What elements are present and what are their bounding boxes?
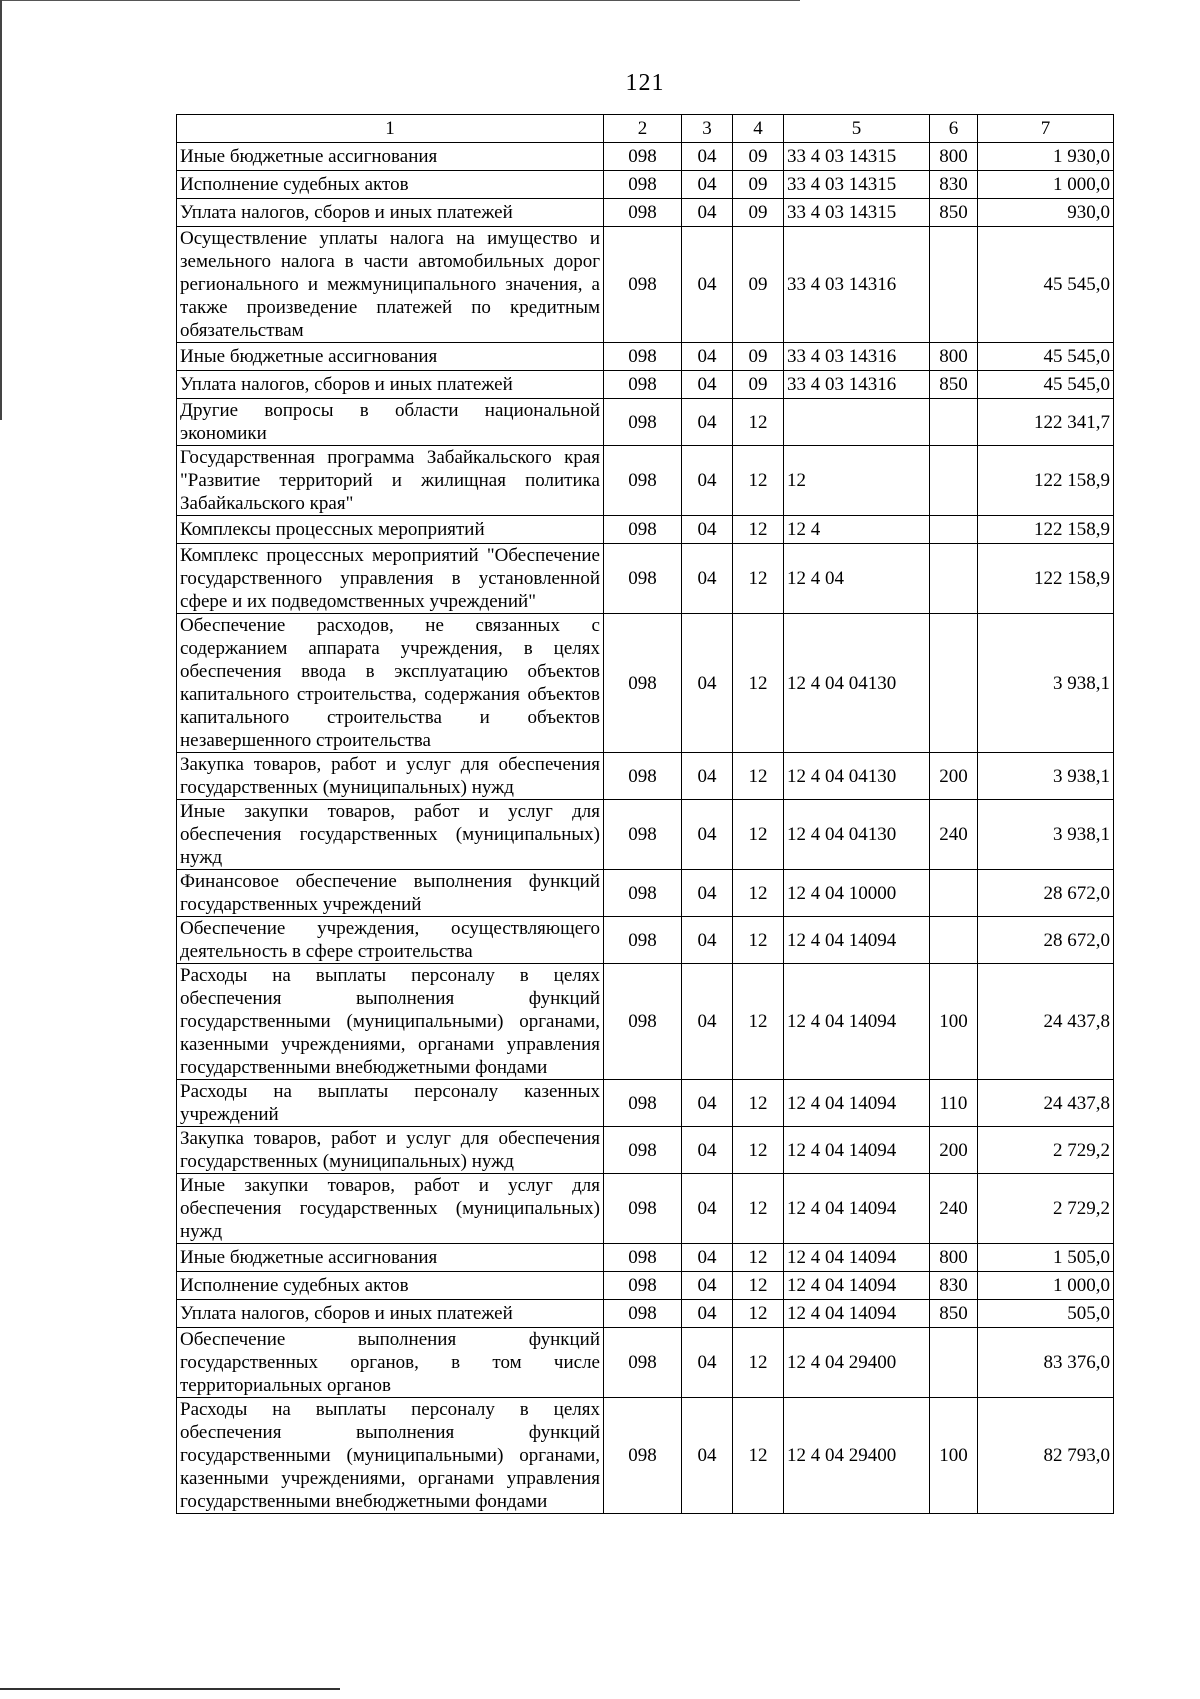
ministry-code-cell: 098 xyxy=(604,1328,682,1398)
expense-type-cell: 100 xyxy=(930,1398,978,1514)
amount-cell: 24 437,8 xyxy=(978,1080,1114,1127)
amount-cell: 122 158,9 xyxy=(978,516,1114,544)
item-name-cell: Исполнение судебных актов xyxy=(177,1272,604,1300)
section-code-cell: 04 xyxy=(682,171,733,199)
table-row xyxy=(177,870,1114,917)
item-name-cell: Иные бюджетные ассигнования xyxy=(177,143,604,171)
item-name-cell: Иные бюджетные ассигнования xyxy=(177,1244,604,1272)
table-row xyxy=(177,171,1114,199)
item-name-cell: Комплексы процессных мероприятий xyxy=(177,516,604,544)
amount-cell: 1 000,0 xyxy=(978,1272,1114,1300)
amount-cell: 82 793,0 xyxy=(978,1398,1114,1514)
subsection-code-cell: 12 xyxy=(733,753,784,800)
ministry-code-cell: 098 xyxy=(604,199,682,227)
table-row xyxy=(177,1244,1114,1272)
ministry-code-cell: 098 xyxy=(604,516,682,544)
amount-cell: 83 376,0 xyxy=(978,1328,1114,1398)
ministry-code-cell: 098 xyxy=(604,870,682,917)
item-name-cell: Обеспечение расходов, не связанных с содержанием аппарата учреждения, в целях обеспечения ввода в эксплуатацию объектов капитального строительства, содержания объектов капитального строительства и объектов незавершенного строительства xyxy=(177,614,604,753)
item-name-cell: Другие вопросы в области национальной экономики xyxy=(177,399,604,446)
section-code-cell: 04 xyxy=(682,1127,733,1174)
item-name-cell: Финансовое обеспечение выполнения функций государственных учреждений xyxy=(177,870,604,917)
section-code-cell: 04 xyxy=(682,227,733,343)
expense-type-cell: 850 xyxy=(930,199,978,227)
section-code-cell: 04 xyxy=(682,199,733,227)
table-row xyxy=(177,753,1114,800)
section-code-cell: 04 xyxy=(682,1272,733,1300)
header-row xyxy=(177,115,1114,143)
target-article-cell: 12 4 04 29400 xyxy=(784,1328,930,1398)
ministry-code-cell: 098 xyxy=(604,1174,682,1244)
amount-cell: 930,0 xyxy=(978,199,1114,227)
expense-type-cell xyxy=(930,516,978,544)
header-cell-4: 4 xyxy=(733,115,784,143)
target-article-cell: 12 4 04 04130 xyxy=(784,614,930,753)
section-code-cell: 04 xyxy=(682,1244,733,1272)
subsection-code-cell: 12 xyxy=(733,446,784,516)
target-article-cell: 33 4 03 14315 xyxy=(784,143,930,171)
section-code-cell: 04 xyxy=(682,544,733,614)
table-body xyxy=(177,143,1114,1514)
item-name-cell: Расходы на выплаты персоналу в целях обеспечения выполнения функций государственными (муниципальными) органами, казенными учреждениями, органами управления государственными внебюджетными фондами xyxy=(177,964,604,1080)
item-name-cell: Расходы на выплаты персоналу в целях обеспечения выполнения функций государственными (муниципальными) органами, казенными учреждениями, органами управления государственными внебюджетными фондами xyxy=(177,1398,604,1514)
page-number: 121 xyxy=(625,70,665,96)
ministry-code-cell: 098 xyxy=(604,1080,682,1127)
target-article-cell: 12 4 04 14094 xyxy=(784,1127,930,1174)
target-article-cell: 33 4 03 14315 xyxy=(784,199,930,227)
section-code-cell: 04 xyxy=(682,1300,733,1328)
expense-type-cell: 800 xyxy=(930,343,978,371)
ministry-code-cell: 098 xyxy=(604,227,682,343)
section-code-cell: 04 xyxy=(682,371,733,399)
amount-cell: 3 938,1 xyxy=(978,614,1114,753)
expense-type-cell xyxy=(930,1328,978,1398)
target-article-cell: 12 4 04 14094 xyxy=(784,1300,930,1328)
subsection-code-cell: 12 xyxy=(733,614,784,753)
expense-type-cell xyxy=(930,399,978,446)
item-name-cell: Расходы на выплаты персоналу казенных учреждений xyxy=(177,1080,604,1127)
expense-type-cell: 240 xyxy=(930,800,978,870)
table-row xyxy=(177,1080,1114,1127)
section-code-cell: 04 xyxy=(682,964,733,1080)
scan-edge-left xyxy=(0,0,2,420)
target-article-cell xyxy=(784,399,930,446)
amount-cell: 3 938,1 xyxy=(978,753,1114,800)
table-row xyxy=(177,800,1114,870)
expense-type-cell xyxy=(930,614,978,753)
expense-type-cell: 200 xyxy=(930,753,978,800)
expense-type-cell: 830 xyxy=(930,171,978,199)
item-name-cell: Комплекс процессных мероприятий "Обеспечение государственного управления в установленной сфере и их подведомственных учреждений" xyxy=(177,544,604,614)
target-article-cell: 12 4 04 04130 xyxy=(784,753,930,800)
ministry-code-cell: 098 xyxy=(604,143,682,171)
expense-type-cell: 110 xyxy=(930,1080,978,1127)
amount-cell: 122 158,9 xyxy=(978,544,1114,614)
ministry-code-cell: 098 xyxy=(604,800,682,870)
section-code-cell: 04 xyxy=(682,870,733,917)
expense-type-cell xyxy=(930,446,978,516)
table-row xyxy=(177,371,1114,399)
item-name-cell: Государственная программа Забайкальского края "Развитие территорий и жилищная политика Забайкальского края" xyxy=(177,446,604,516)
target-article-cell: 12 4 04 04130 xyxy=(784,800,930,870)
item-name-cell: Иные закупки товаров, работ и услуг для обеспечения государственных (муниципальных) нужд xyxy=(177,800,604,870)
ministry-code-cell: 098 xyxy=(604,614,682,753)
scan-edge-top xyxy=(0,0,800,1)
amount-cell: 45 545,0 xyxy=(978,343,1114,371)
item-name-cell: Уплата налогов, сборов и иных платежей xyxy=(177,199,604,227)
amount-cell: 2 729,2 xyxy=(978,1174,1114,1244)
ministry-code-cell: 098 xyxy=(604,917,682,964)
section-code-cell: 04 xyxy=(682,753,733,800)
target-article-cell: 12 4 04 14094 xyxy=(784,1080,930,1127)
table-row xyxy=(177,964,1114,1080)
subsection-code-cell: 12 xyxy=(733,1080,784,1127)
item-name-cell: Уплата налогов, сборов и иных платежей xyxy=(177,371,604,399)
item-name-cell: Иные закупки товаров, работ и услуг для обеспечения государственных (муниципальных) нужд xyxy=(177,1174,604,1244)
subsection-code-cell: 09 xyxy=(733,143,784,171)
budget-table xyxy=(176,114,1114,1514)
subsection-code-cell: 09 xyxy=(733,227,784,343)
target-article-cell: 12 4 04 14094 xyxy=(784,1174,930,1244)
amount-cell: 122 158,9 xyxy=(978,446,1114,516)
expense-type-cell xyxy=(930,917,978,964)
expense-type-cell: 100 xyxy=(930,964,978,1080)
target-article-cell: 12 4 04 10000 xyxy=(784,870,930,917)
ministry-code-cell: 098 xyxy=(604,171,682,199)
ministry-code-cell: 098 xyxy=(604,1244,682,1272)
ministry-code-cell: 098 xyxy=(604,343,682,371)
amount-cell: 1 930,0 xyxy=(978,143,1114,171)
expense-type-cell: 240 xyxy=(930,1174,978,1244)
table-row xyxy=(177,1174,1114,1244)
header-cell-7: 7 xyxy=(978,115,1114,143)
section-code-cell: 04 xyxy=(682,1174,733,1244)
subsection-code-cell: 12 xyxy=(733,516,784,544)
subsection-code-cell: 09 xyxy=(733,199,784,227)
item-name-cell: Закупка товаров, работ и услуг для обеспечения государственных (муниципальных) нужд xyxy=(177,1127,604,1174)
target-article-cell: 12 4 04 xyxy=(784,544,930,614)
ministry-code-cell: 098 xyxy=(604,1272,682,1300)
expense-type-cell: 850 xyxy=(930,371,978,399)
ministry-code-cell: 098 xyxy=(604,399,682,446)
subsection-code-cell: 09 xyxy=(733,343,784,371)
item-name-cell: Обеспечение учреждения, осуществляющего деятельность в сфере строительства xyxy=(177,917,604,964)
target-article-cell: 33 4 03 14316 xyxy=(784,371,930,399)
section-code-cell: 04 xyxy=(682,1080,733,1127)
table-row xyxy=(177,343,1114,371)
section-code-cell: 04 xyxy=(682,399,733,446)
target-article-cell: 12 xyxy=(784,446,930,516)
table-row xyxy=(177,1300,1114,1328)
amount-cell: 28 672,0 xyxy=(978,870,1114,917)
section-code-cell: 04 xyxy=(682,143,733,171)
section-code-cell: 04 xyxy=(682,1328,733,1398)
scan-edge-bottom xyxy=(0,1688,340,1690)
table-row xyxy=(177,399,1114,446)
amount-cell: 2 729,2 xyxy=(978,1127,1114,1174)
subsection-code-cell: 12 xyxy=(733,1398,784,1514)
header-cell-2: 2 xyxy=(604,115,682,143)
ministry-code-cell: 098 xyxy=(604,753,682,800)
table-row xyxy=(177,227,1114,343)
amount-cell: 24 437,8 xyxy=(978,964,1114,1080)
subsection-code-cell: 12 xyxy=(733,544,784,614)
table-row xyxy=(177,1272,1114,1300)
table-row xyxy=(177,614,1114,753)
expense-type-cell xyxy=(930,227,978,343)
target-article-cell: 12 4 04 14094 xyxy=(784,917,930,964)
subsection-code-cell: 12 xyxy=(733,1174,784,1244)
target-article-cell: 12 4 04 14094 xyxy=(784,1244,930,1272)
amount-cell: 1 505,0 xyxy=(978,1244,1114,1272)
ministry-code-cell: 098 xyxy=(604,964,682,1080)
target-article-cell: 33 4 03 14316 xyxy=(784,227,930,343)
section-code-cell: 04 xyxy=(682,614,733,753)
subsection-code-cell: 12 xyxy=(733,399,784,446)
table-row xyxy=(177,1328,1114,1398)
subsection-code-cell: 09 xyxy=(733,371,784,399)
section-code-cell: 04 xyxy=(682,446,733,516)
header-cell-5: 5 xyxy=(784,115,930,143)
section-code-cell: 04 xyxy=(682,917,733,964)
amount-cell: 45 545,0 xyxy=(978,371,1114,399)
table-row xyxy=(177,1398,1114,1514)
amount-cell: 1 000,0 xyxy=(978,171,1114,199)
section-code-cell: 04 xyxy=(682,516,733,544)
subsection-code-cell: 12 xyxy=(733,1300,784,1328)
table-row xyxy=(177,917,1114,964)
subsection-code-cell: 12 xyxy=(733,1244,784,1272)
subsection-code-cell: 12 xyxy=(733,1272,784,1300)
table-row xyxy=(177,446,1114,516)
table-row xyxy=(177,143,1114,171)
ministry-code-cell: 098 xyxy=(604,1127,682,1174)
item-name-cell: Обеспечение выполнения функций государственных органов, в том числе территориальных органов xyxy=(177,1328,604,1398)
subsection-code-cell: 12 xyxy=(733,870,784,917)
item-name-cell: Иные бюджетные ассигнования xyxy=(177,343,604,371)
subsection-code-cell: 12 xyxy=(733,800,784,870)
ministry-code-cell: 098 xyxy=(604,544,682,614)
subsection-code-cell: 09 xyxy=(733,171,784,199)
expense-type-cell xyxy=(930,870,978,917)
section-code-cell: 04 xyxy=(682,800,733,870)
ministry-code-cell: 098 xyxy=(604,446,682,516)
amount-cell: 28 672,0 xyxy=(978,917,1114,964)
subsection-code-cell: 12 xyxy=(733,917,784,964)
table-row xyxy=(177,516,1114,544)
expense-type-cell: 850 xyxy=(930,1300,978,1328)
ministry-code-cell: 098 xyxy=(604,1300,682,1328)
header-cell-6: 6 xyxy=(930,115,978,143)
target-article-cell: 33 4 03 14316 xyxy=(784,343,930,371)
table-row xyxy=(177,1127,1114,1174)
expense-type-cell xyxy=(930,544,978,614)
item-name-cell: Уплата налогов, сборов и иных платежей xyxy=(177,1300,604,1328)
target-article-cell: 12 4 04 14094 xyxy=(784,964,930,1080)
ministry-code-cell: 098 xyxy=(604,1398,682,1514)
item-name-cell: Осуществление уплаты налога на имущество и земельного налога в части автомобильных дорог регионального и межмуниципального значения, а также произведение платежей по кредитным обязательствам xyxy=(177,227,604,343)
expense-type-cell: 800 xyxy=(930,1244,978,1272)
amount-cell: 3 938,1 xyxy=(978,800,1114,870)
subsection-code-cell: 12 xyxy=(733,1127,784,1174)
header-cell-1: 1 xyxy=(177,115,604,143)
amount-cell: 122 341,7 xyxy=(978,399,1114,446)
amount-cell: 505,0 xyxy=(978,1300,1114,1328)
target-article-cell: 12 4 04 14094 xyxy=(784,1272,930,1300)
ministry-code-cell: 098 xyxy=(604,371,682,399)
section-code-cell: 04 xyxy=(682,1398,733,1514)
expense-type-cell: 200 xyxy=(930,1127,978,1174)
table-row xyxy=(177,544,1114,614)
amount-cell: 45 545,0 xyxy=(978,227,1114,343)
expense-type-cell: 800 xyxy=(930,143,978,171)
expense-type-cell: 830 xyxy=(930,1272,978,1300)
target-article-cell: 33 4 03 14315 xyxy=(784,171,930,199)
target-article-cell: 12 4 04 29400 xyxy=(784,1398,930,1514)
subsection-code-cell: 12 xyxy=(733,964,784,1080)
header-cell-3: 3 xyxy=(682,115,733,143)
table-row xyxy=(177,199,1114,227)
item-name-cell: Закупка товаров, работ и услуг для обеспечения государственных (муниципальных) нужд xyxy=(177,753,604,800)
subsection-code-cell: 12 xyxy=(733,1328,784,1398)
target-article-cell: 12 4 xyxy=(784,516,930,544)
section-code-cell: 04 xyxy=(682,343,733,371)
item-name-cell: Исполнение судебных актов xyxy=(177,171,604,199)
